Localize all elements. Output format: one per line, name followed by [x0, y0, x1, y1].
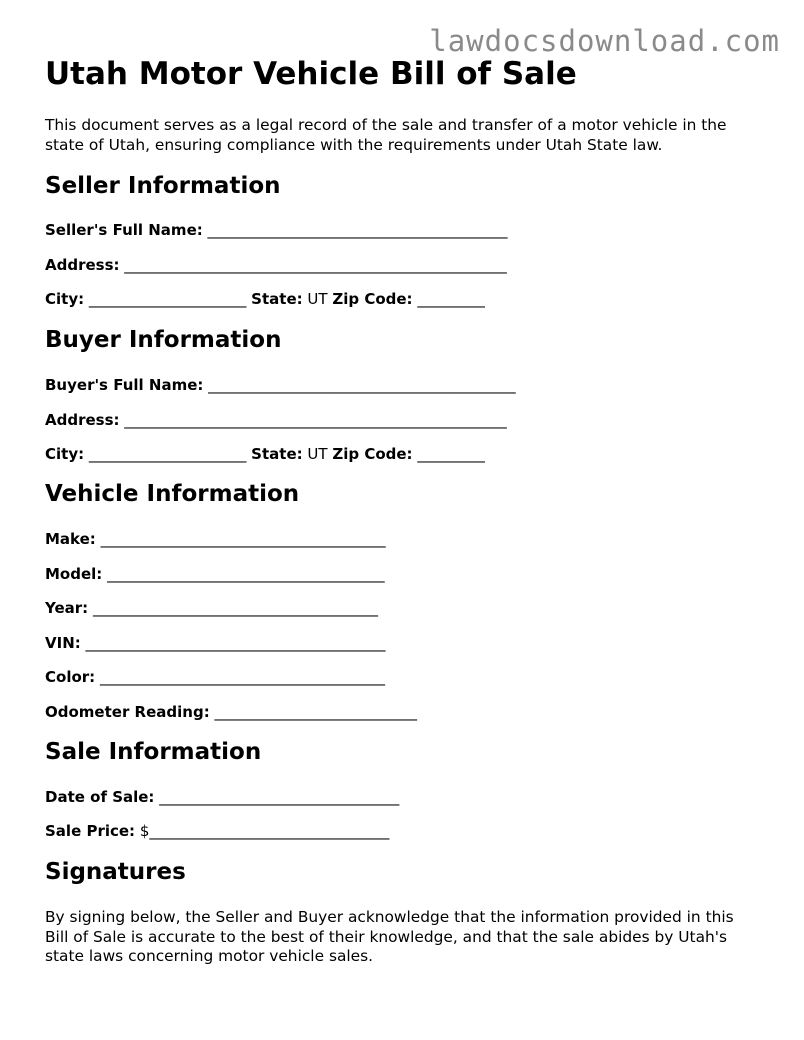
sale-section-heading: Sale Information [45, 739, 262, 765]
buyer-zip-label: Zip Code: [332, 445, 413, 463]
seller-city-row [45, 290, 485, 308]
buyer-address-field[interactable]: ___________________________________________________ [124, 411, 507, 429]
vehicle-vin-label: VIN: [45, 634, 81, 652]
buyer-section-heading: Buyer Information [45, 327, 282, 353]
seller-name-row [45, 221, 508, 239]
vehicle-color-row [45, 668, 385, 686]
vehicle-model-row [45, 565, 385, 583]
vehicle-make-label: Make: [45, 530, 96, 548]
vehicle-vin-row [45, 634, 386, 652]
seller-state-value: UT [307, 290, 328, 308]
seller-city-field[interactable]: _____________________ [88, 290, 247, 308]
vehicle-model-label: Model: [45, 565, 103, 583]
signatures-paragraph: By signing below, the Seller and Buyer acknowledge that the information provided in this Bill of Sale is accurate to the best of their knowledge, and that the sale abides by Utah's state laws concerning motor vehicle sales. [45, 908, 734, 965]
buyer-address-row [45, 411, 507, 429]
buyer-state-label: State: [251, 445, 303, 463]
vehicle-year-row [45, 599, 378, 617]
seller-state-label: State: [251, 290, 303, 308]
seller-address-field[interactable]: ___________________________________________________ [124, 256, 507, 274]
seller-address-label: Address: [45, 256, 120, 274]
seller-address-row [45, 256, 507, 274]
vehicle-odometer-label: Odometer Reading: [45, 703, 210, 721]
seller-section-heading: Seller Information [45, 173, 281, 199]
seller-zip-field[interactable]: _________ [417, 290, 485, 308]
seller-name-label: Seller's Full Name: [45, 221, 203, 239]
intro-paragraph: This document serves as a legal record of the sale and transfer of a motor vehicle in the state of Utah, ensuring compliance with the requirements under Utah State law. [45, 116, 727, 154]
sale-date-field[interactable]: ________________________________ [159, 788, 400, 806]
sale-date-row [45, 788, 399, 806]
buyer-city-row [45, 445, 485, 463]
buyer-name-row [45, 376, 516, 394]
signatures-section-heading: Signatures [45, 859, 186, 885]
vehicle-vin-field[interactable]: ________________________________________ [85, 634, 386, 652]
sale-price-prefix: $ [139, 822, 150, 840]
buyer-address-label: Address: [45, 411, 120, 429]
sale-date-label: Date of Sale: [45, 788, 155, 806]
vehicle-year-label: Year: [45, 599, 89, 617]
vehicle-make-field[interactable]: ______________________________________ [100, 530, 386, 548]
vehicle-color-field[interactable]: ______________________________________ [99, 668, 385, 686]
vehicle-year-field[interactable]: ______________________________________ [92, 599, 378, 617]
seller-city-label: City: [45, 290, 85, 308]
seller-name-field[interactable]: ________________________________________ [207, 221, 508, 239]
vehicle-odometer-row [45, 703, 417, 721]
buyer-name-label: Buyer's Full Name: [45, 376, 204, 394]
vehicle-odometer-field[interactable]: ___________________________ [214, 703, 417, 721]
buyer-city-label: City: [45, 445, 85, 463]
watermark-text: lawdocsdownload.com [429, 24, 780, 58]
vehicle-section-heading: Vehicle Information [45, 481, 300, 507]
buyer-state-value: UT [307, 445, 328, 463]
vehicle-model-field[interactable]: _____________________________________ [107, 565, 385, 583]
sale-price-field[interactable]: ________________________________ [149, 822, 390, 840]
buyer-name-field[interactable]: _________________________________________ [208, 376, 516, 394]
sale-price-label: Sale Price: [45, 822, 136, 840]
vehicle-color-label: Color: [45, 668, 96, 686]
vehicle-make-row [45, 530, 386, 548]
buyer-zip-field[interactable]: _________ [417, 445, 485, 463]
buyer-city-field[interactable]: _____________________ [88, 445, 247, 463]
sale-price-row [45, 822, 389, 840]
document-title: Utah Motor Vehicle Bill of Sale [45, 56, 577, 92]
seller-zip-label: Zip Code: [332, 290, 413, 308]
